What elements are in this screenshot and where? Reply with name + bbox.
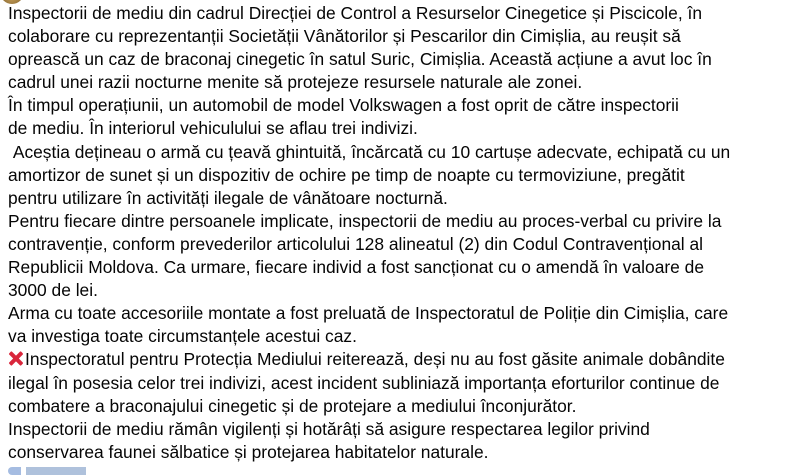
cross-mark-icon <box>8 351 23 366</box>
highlight-paragraph-text: Inspectoratul pentru Protecția Mediului reiterează, deși nu au fost găsite animale dobândite ilegal în posesia celor trei indivizi, acest incident subliniază importanța eforturilor continue de combatere a braconajului cinegetic și de protejare a mediului înconjurător. <box>8 349 725 416</box>
truncated-link[interactable] <box>8 467 138 475</box>
closing-paragraph: Inspectorii de mediu rămân vigilenți și hotărâți să asigure respectarea legilor privind conservarea faunei sălbatice și protejarea habitatelor naturale. <box>8 418 650 462</box>
post-paragraph: Inspectorii de mediu din cadrul Direcției de Control a Resurselor Cinegetice și Piscicole, în colaborare cu reprezentanții Societății Vânătorilor și Pescarilor din Cimișlia, au reușit să oprească un caz de braconaj cinegetic în satul Suric, Cimișlia. Această acțiune a avut loc în cadrul unei razii nocturne menite să protejeze resursele naturale ale zonei. <box>8 3 712 93</box>
post-body <box>8 2 798 464</box>
post-paragraph: În timpul operațiunii, un automobil de model Volkswagen a fost oprit de către inspectorii de mediu. În interiorul vehiculului se aflau trei indivizi. <box>8 95 679 139</box>
post-paragraph: Aceștia dețineau o armă cu țeavă ghintuită, încărcată cu 10 cartușe adecvate, echipată cu un amortizor de sunet și un dispozitiv de ochire pe timp de noapte cu termoviziune, pregătit pentru utilizare în activități ilegale de vânătoare nocturnă. <box>8 141 731 208</box>
highlight-paragraph <box>8 348 798 417</box>
post-paragraph: Arma cu toate accesoriile montate a fost preluată de Inspectoratul de Poliție din Cimișlia, care va investiga toate circumstanțele acestui caz. <box>8 303 729 347</box>
post-paragraph: Pentru fiecare dintre persoanele implicate, inspectorii de mediu au proces-verbal cu privire la contravenție, conform prevederilor articolului 128 alineatul (2) din Codul Contravențional al Republicii Moldova. Ca urmare, fiecare individ a fost sancționat cu o amendă în valoare de 3000 de lei. <box>8 210 722 301</box>
